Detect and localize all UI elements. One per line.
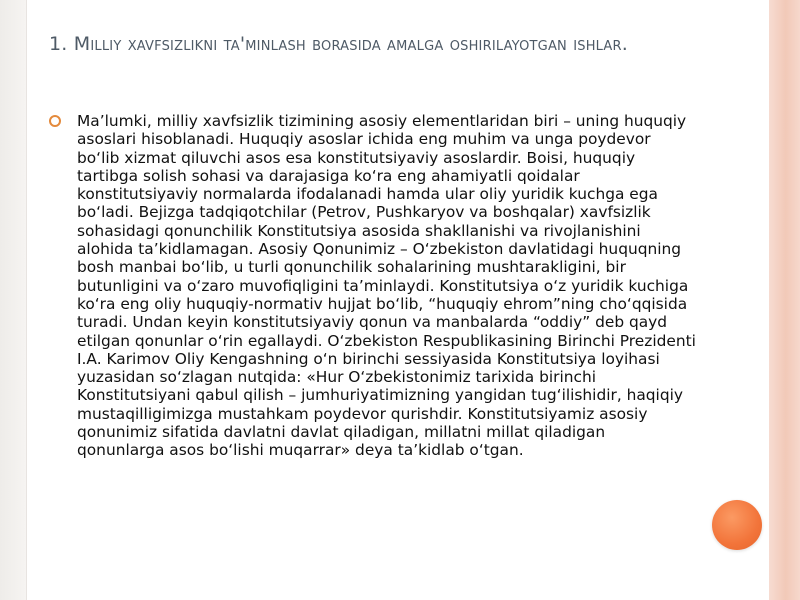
slide-canvas bbox=[26, 0, 769, 600]
orange-circle-decoration bbox=[712, 500, 762, 550]
slide-title: 1. Milliy xavfsizlikni ta'minlash borasida amalga oshirilayotgan ishlar. bbox=[49, 33, 628, 55]
left-margin-stripe bbox=[0, 0, 26, 600]
bullet-ring-icon bbox=[49, 115, 61, 127]
bullet-body-text: Ma’lumki, milliy xavfsizlik tizimining asosiy elementlaridan biri – uning huquqiy asoslari hisoblanadi. Huquqiy asoslar ichida eng muhim va unga poydevor bo‘lib xizmat qiluvchi asos esa konstitutsiyaviy asoslardir. Boisi, huquqiy tartibga solish sohasi va darajasiga ko‘ra eng ahamiyatli qoidalar konstitutsiyaviy normalarda ifodalanadi hamda ular oliy yuridik kuchga ega bo‘ladi. Bejizga tadqiqotchilar (Petrov, Pushkaryov va boshqalar) xavfsizlik sohasidagi qonunchilik Konstitutsiya asosida shakllanishi va rivojlanishini alohida ta’kidlamagan. Asosiy Qonunimiz – O‘zbekiston davlatidagi huquqning bosh manbai bo‘lib, u turli qonunchilik sohalarining mushtarakligini, bir butunligini va o‘zaro muvofiqligini ta’minlaydi. Konstitutsiya o‘z yuridik kuchiga ko‘ra eng oliy huquqiy-normativ hujjat bo‘lib, “huquqiy ehrom”ning cho‘qqisida turadi. Undan keyin konstitutsiyaviy qonun va manbalarda “oddiy” deb qayd etilgan qonunlar o‘rin egallaydi. O‘zbekiston Respublikasining Birinchi Prezidenti I.A. Karimov Oliy Kengashning o‘n birinchi sessiyasida Konstitutsiya loyihasi yuzasidan so‘zlagan nutqida: «Hur O‘zbekistonimiz tarixida birinchi Konstitutsiyani qabul qilish – jumhuriyatimizning yangidan tug‘ilishidir, haqiqiy mustaqilligimizga mustahkam poydevor qurishdir. Konstitutsiyamiz asosiy qonunimiz sifatida davlatni davlat qiladigan, millatni millat qiladigan qonunlarga asos bo‘lishi muqarrar» deya ta’kidlab o‘tgan. bbox=[77, 112, 696, 460]
right-accent-stripe bbox=[768, 0, 800, 600]
